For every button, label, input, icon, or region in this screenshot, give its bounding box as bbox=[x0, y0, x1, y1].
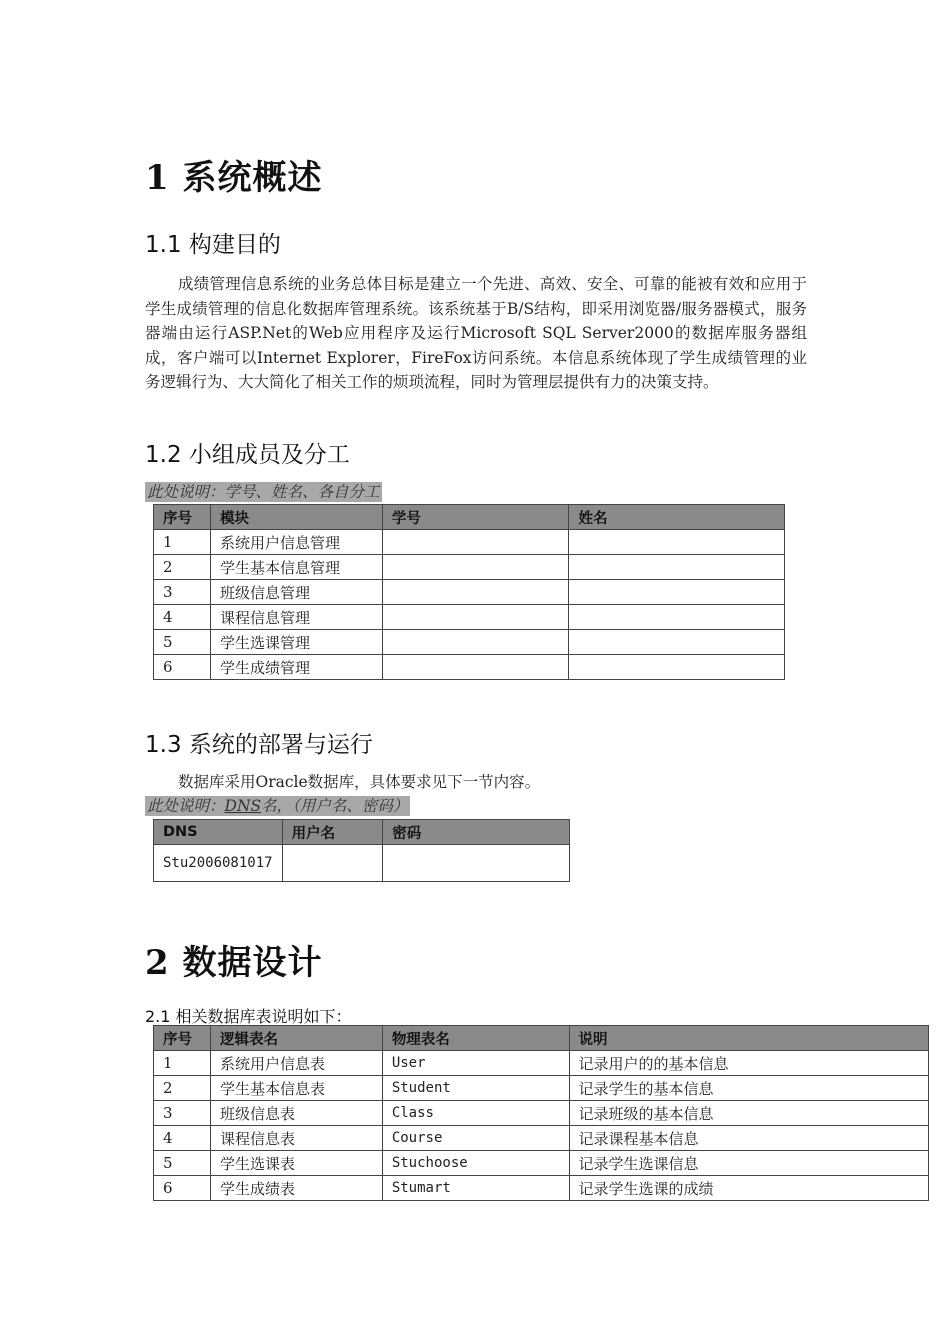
cell: 学生选课管理 bbox=[210, 630, 382, 655]
cell bbox=[382, 605, 569, 630]
header-cell: 学号 bbox=[382, 505, 569, 530]
cell: 1 bbox=[154, 530, 211, 555]
cell: User bbox=[382, 1051, 569, 1076]
dns-note-prefix: 此处说明： bbox=[147, 797, 225, 815]
cell bbox=[569, 655, 785, 680]
cell: 记录用户的的基本信息 bbox=[569, 1051, 928, 1076]
cell: 系统用户信息管理 bbox=[210, 530, 382, 555]
cell: 3 bbox=[154, 1101, 211, 1126]
cell: 学生成绩管理 bbox=[210, 655, 382, 680]
table-row bbox=[154, 1051, 929, 1076]
cell: Course bbox=[382, 1126, 569, 1151]
table-row bbox=[154, 1176, 929, 1201]
cell: Class bbox=[382, 1101, 569, 1126]
cell: 5 bbox=[154, 1151, 211, 1176]
section-2-heading: 2 数据设计 bbox=[145, 943, 323, 983]
cell: 学生成绩表 bbox=[210, 1176, 382, 1201]
header-cell: 密码 bbox=[383, 820, 570, 845]
cell: 系统用户信息表 bbox=[210, 1051, 382, 1076]
header-cell: 说明 bbox=[569, 1026, 928, 1051]
header-cell: 物理表名 bbox=[382, 1026, 569, 1051]
cell: Stumart bbox=[382, 1176, 569, 1201]
cell: Student bbox=[382, 1076, 569, 1101]
cell bbox=[569, 605, 785, 630]
cell: 4 bbox=[154, 605, 211, 630]
header-cell: DNS bbox=[154, 820, 283, 845]
cell: 课程信息表 bbox=[210, 1126, 382, 1151]
section-1-3-paragraph: 数据库采用Oracle数据库，具体要求见下一节内容。 bbox=[178, 773, 541, 791]
cell: Stuchoose bbox=[382, 1151, 569, 1176]
cell bbox=[569, 555, 785, 580]
cell: 班级信息表 bbox=[210, 1101, 382, 1126]
cell bbox=[383, 845, 570, 882]
table-row bbox=[154, 580, 785, 605]
cell: 4 bbox=[154, 1126, 211, 1151]
cell: 学生基本信息管理 bbox=[210, 555, 382, 580]
cell: 记录班级的基本信息 bbox=[569, 1101, 928, 1126]
cell bbox=[569, 530, 785, 555]
cell: 课程信息管理 bbox=[210, 605, 382, 630]
cell: 学生选课表 bbox=[210, 1151, 382, 1176]
cell: 2 bbox=[154, 1076, 211, 1101]
section-1-2-heading: 1.2 小组成员及分工 bbox=[145, 442, 350, 468]
db-tables-table bbox=[153, 1025, 929, 1201]
header-cell: 序号 bbox=[154, 1026, 211, 1051]
dns-note bbox=[145, 796, 410, 816]
section-2-1-heading: 2.1 相关数据库表说明如下： bbox=[145, 1007, 352, 1026]
cell: 1 bbox=[154, 1051, 211, 1076]
cell bbox=[382, 530, 569, 555]
cell: 班级信息管理 bbox=[210, 580, 382, 605]
table-header-row bbox=[154, 505, 785, 530]
section-1-heading: 1 系统概述 bbox=[145, 158, 323, 198]
cell bbox=[382, 655, 569, 680]
section-1-3-heading: 1.3 系统的部署与运行 bbox=[145, 732, 373, 758]
header-cell: 序号 bbox=[154, 505, 211, 530]
dns-note-dns: DNS bbox=[224, 797, 262, 815]
section-1-1-heading: 1.1 构建目的 bbox=[145, 232, 281, 258]
table-row bbox=[154, 605, 785, 630]
table-header-row bbox=[154, 820, 570, 845]
cell bbox=[569, 630, 785, 655]
header-cell: 用户名 bbox=[282, 820, 383, 845]
members-table bbox=[153, 504, 785, 680]
table-row bbox=[154, 1101, 929, 1126]
cell: 6 bbox=[154, 655, 211, 680]
members-note: 此处说明：学号、姓名、各自分工 bbox=[147, 483, 380, 501]
dns-table bbox=[153, 819, 570, 882]
cell: 2 bbox=[154, 555, 211, 580]
cell bbox=[569, 580, 785, 605]
cell: Stu2006081017 bbox=[154, 845, 283, 882]
cell bbox=[282, 845, 383, 882]
header-cell: 逻辑表名 bbox=[210, 1026, 382, 1051]
table-row bbox=[154, 1076, 929, 1101]
cell bbox=[382, 555, 569, 580]
table-row bbox=[154, 530, 785, 555]
table-row bbox=[154, 1126, 929, 1151]
table-header-row bbox=[154, 1026, 929, 1051]
cell: 记录学生选课的成绩 bbox=[569, 1176, 928, 1201]
table-row bbox=[154, 845, 570, 882]
table-row bbox=[154, 655, 785, 680]
header-cell: 模块 bbox=[210, 505, 382, 530]
cell: 学生基本信息表 bbox=[210, 1076, 382, 1101]
cell: 3 bbox=[154, 580, 211, 605]
header-cell: 姓名 bbox=[569, 505, 785, 530]
dns-note-suffix: 名，（用户名、密码） bbox=[261, 797, 409, 815]
cell bbox=[382, 630, 569, 655]
table-row bbox=[154, 630, 785, 655]
cell: 5 bbox=[154, 630, 211, 655]
table-row bbox=[154, 1151, 929, 1176]
section-1-1-paragraph: 成绩管理信息系统的业务总体目标是建立一个先进、高效、安全、可靠的能被有效和应用于学生成绩管理的信息化数据库管理系统。该系统基于B/S结构，即采用浏览器/服务器模式，服务器端由运行ASP.Net的Web应用程序及运行Microsoft SQL Server2000的数据库服务器组成，客户端可以Internet Explorer，FireFox访问系统。本信息系统体现了学生成绩管理的业务逻辑行为、大大简化了相关工作的烦琐流程，同时为管理层提供有力的决策支持。 bbox=[145, 275, 807, 391]
cell: 记录课程基本信息 bbox=[569, 1126, 928, 1151]
cell: 6 bbox=[154, 1176, 211, 1201]
cell bbox=[382, 580, 569, 605]
cell: 记录学生的基本信息 bbox=[569, 1076, 928, 1101]
table-row bbox=[154, 555, 785, 580]
cell: 记录学生选课信息 bbox=[569, 1151, 928, 1176]
